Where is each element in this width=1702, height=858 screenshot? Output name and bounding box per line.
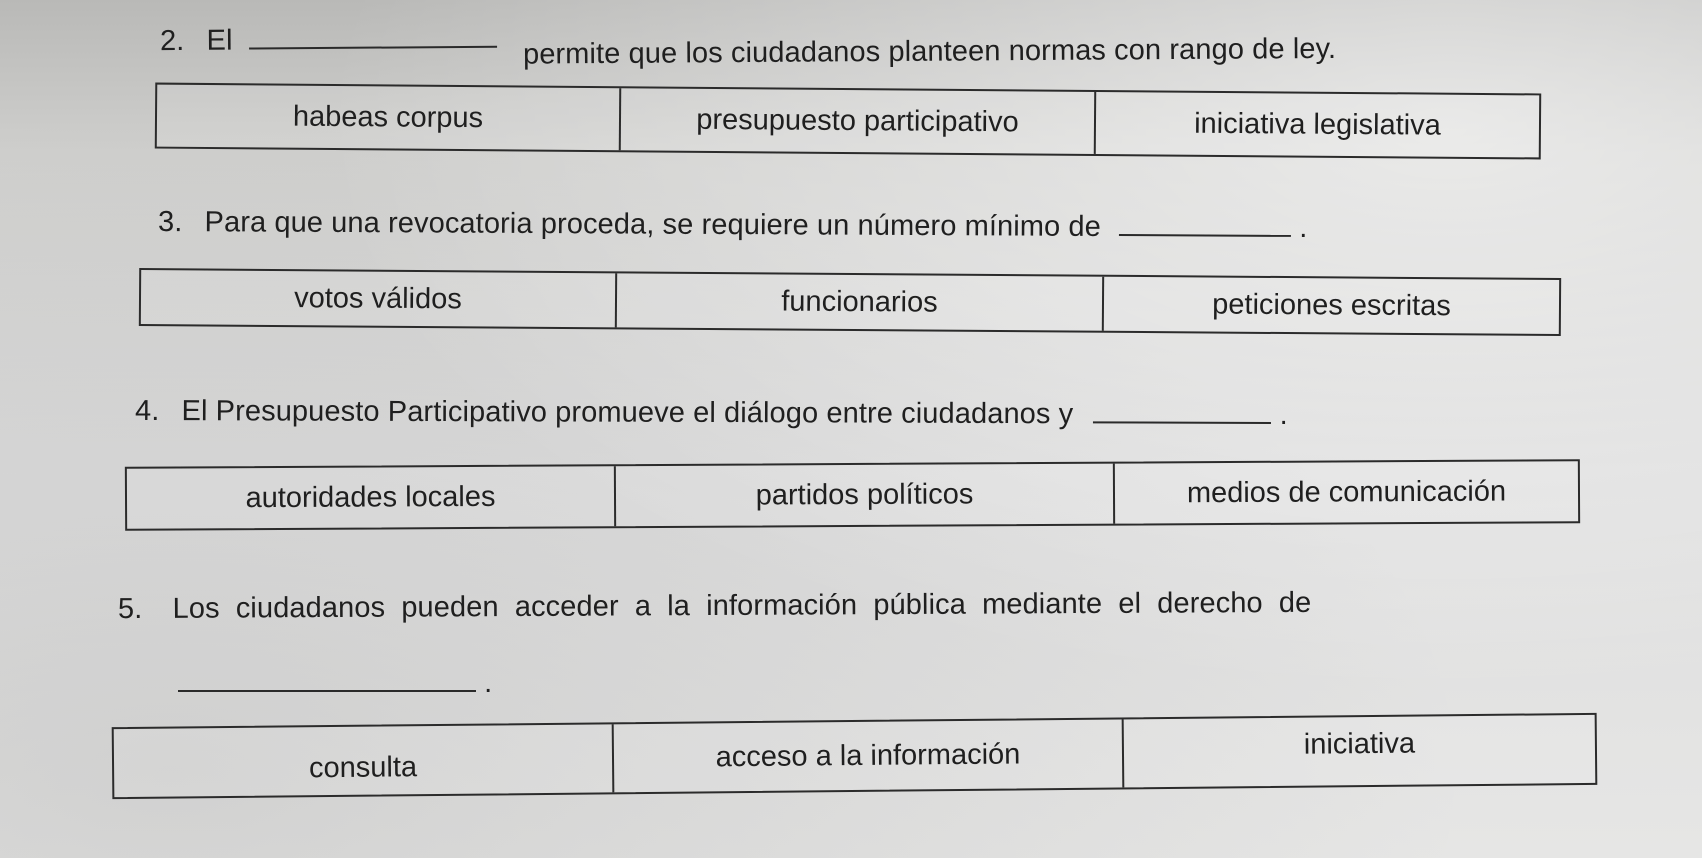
question-number: 5. xyxy=(117,592,143,626)
options-row-q2 xyxy=(155,83,1541,160)
question-text-start: El xyxy=(206,24,233,57)
question-period: . xyxy=(1279,398,1288,432)
question-text: Para que una revocatoria proceda, se requiere un número mínimo de xyxy=(204,206,1102,243)
option-autoridades-locales[interactable]: autoridades locales xyxy=(245,480,496,514)
options-row-q4 xyxy=(125,459,1580,531)
answer-blank[interactable] xyxy=(1119,210,1291,237)
question-5-blank-line xyxy=(178,666,492,700)
answer-blank[interactable] xyxy=(249,22,497,50)
option-funcionarios[interactable]: funcionarios xyxy=(615,273,1102,330)
option-votos-validos[interactable]: votos válidos xyxy=(294,281,462,315)
options-row-q3 xyxy=(139,268,1561,336)
option-iniciativa-legislativa[interactable]: iniciativa legislativa xyxy=(1094,92,1539,157)
option-acceso-a-la-informacion[interactable]: acceso a la información xyxy=(612,719,1123,792)
question-text: Los ciudadanos pueden acceder a la información pública mediante el derecho de xyxy=(172,586,1312,625)
option-habeas-corpus[interactable]: habeas corpus xyxy=(292,100,484,134)
question-period: . xyxy=(484,667,493,699)
question-number: 3. xyxy=(157,205,183,239)
option-consulta[interactable]: consulta xyxy=(308,750,418,784)
option-peticiones-escritas[interactable]: peticiones escritas xyxy=(1102,277,1559,334)
question-4 xyxy=(135,394,1288,432)
question-text: El Presupuesto Participativo promueve el diálogo entre ciudadanos y xyxy=(181,395,1074,431)
option-medios-de-comunicacion[interactable]: medios de comunicación xyxy=(1113,461,1578,523)
options-row-q5 xyxy=(112,713,1598,799)
question-5 xyxy=(118,587,1312,626)
question-period: . xyxy=(1299,211,1308,245)
option-partidos-politicos[interactable]: partidos políticos xyxy=(614,464,1113,527)
question-2 xyxy=(159,16,1337,71)
answer-blank[interactable] xyxy=(178,666,476,692)
question-number: 2. xyxy=(159,24,185,58)
option-iniciativa[interactable]: iniciativa xyxy=(1122,715,1596,788)
question-text-end: permite que los ciudadanos planteen normas con rango de ley. xyxy=(522,32,1337,71)
question-number: 4. xyxy=(134,394,160,428)
question-3 xyxy=(158,205,1308,245)
option-presupuesto-participativo[interactable]: presupuesto participativo xyxy=(619,88,1094,154)
answer-blank[interactable] xyxy=(1093,397,1271,424)
